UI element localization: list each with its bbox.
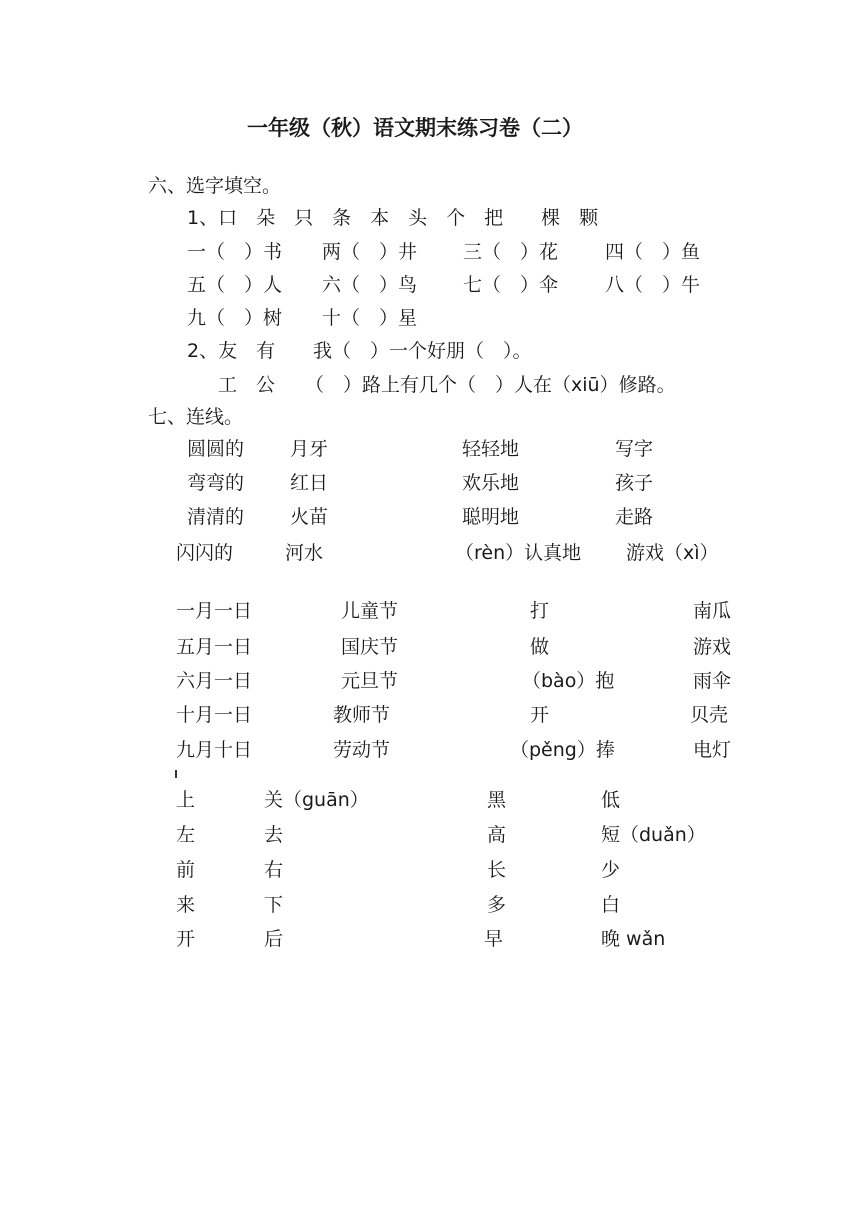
match-item: 红日 <box>290 472 329 494</box>
match-item: 做 <box>530 636 550 658</box>
q1-item: 一（ ）书 <box>187 241 283 263</box>
match-item: 南瓜 <box>693 600 732 622</box>
match-item: 贝壳 <box>690 704 729 726</box>
q1-item: 八（ ）牛 <box>605 274 701 296</box>
q1-item: 九（ ）树 <box>187 307 283 329</box>
match-item: （rèn）认真地 <box>455 542 582 564</box>
match-item: 少 <box>601 859 621 881</box>
match-item: 晚 wǎn <box>601 928 666 950</box>
stray-mark <box>175 770 177 778</box>
match-item: 一月一日 <box>176 600 253 622</box>
match-item: 多 <box>487 894 507 916</box>
match-item: 国庆节 <box>341 636 399 658</box>
match-item: 去 <box>264 824 284 846</box>
q1-item: 两（ ）井 <box>322 241 418 263</box>
match-item: 清清的 <box>187 506 245 528</box>
match-item: 右 <box>264 859 284 881</box>
q1-item: 四（ ）鱼 <box>605 241 701 263</box>
match-item: 走路 <box>615 506 654 528</box>
match-item: 五月一日 <box>176 636 253 658</box>
match-item: 打 <box>530 600 550 622</box>
match-item: 月牙 <box>290 438 329 460</box>
match-item: 高 <box>487 824 507 846</box>
match-item: 上 <box>176 789 196 811</box>
match-item: 弯弯的 <box>187 472 245 494</box>
match-item: 雨伞 <box>693 670 732 692</box>
match-item: 闪闪的 <box>176 542 234 564</box>
match-item: 游戏（xì） <box>626 542 719 564</box>
section-7-heading: 七、连线。 <box>148 406 244 428</box>
match-item: 欢乐地 <box>462 472 520 494</box>
q2-chars-2: 工 公 <box>218 374 276 396</box>
match-item: 十月一日 <box>176 704 253 726</box>
match-item: 写字 <box>615 438 654 460</box>
match-item: 劳动节 <box>333 739 391 761</box>
match-item: 后 <box>264 928 284 950</box>
match-item: 九月十日 <box>176 739 253 761</box>
match-item: 河水 <box>285 542 324 564</box>
q1-item: 五（ ）人 <box>187 274 283 296</box>
q1-item: 六（ ）鸟 <box>322 274 418 296</box>
match-item: 前 <box>176 859 196 881</box>
match-item: 聪明地 <box>462 506 520 528</box>
q1-item: 七（ ）伞 <box>463 274 559 296</box>
match-item: 关（guān） <box>264 789 369 811</box>
match-item: 开 <box>530 704 550 726</box>
match-item: （bào）抱 <box>522 670 615 692</box>
match-item: 下 <box>264 894 284 916</box>
match-item: 短（duǎn） <box>601 824 706 846</box>
match-item: 黑 <box>487 789 507 811</box>
q2-sentence-2: （ ）路上有几个（ ）人在（xiū）修路。 <box>305 374 676 396</box>
match-item: （pěng）捧 <box>510 739 615 761</box>
match-item: 火苗 <box>290 506 329 528</box>
q1-word-bank: 1、口 朵 只 条 本 头 个 把 棵 颗 <box>187 207 599 229</box>
match-item: 儿童节 <box>341 600 399 622</box>
match-item: 来 <box>176 894 196 916</box>
match-item: 左 <box>176 824 196 846</box>
match-item: 教师节 <box>333 704 391 726</box>
match-item: 白 <box>601 894 621 916</box>
match-item: 早 <box>484 928 504 950</box>
match-item: 六月一日 <box>176 670 253 692</box>
match-item: 圆圆的 <box>187 438 245 460</box>
match-item: 开 <box>176 928 196 950</box>
q2-chars-1: 2、友 有 <box>187 340 276 362</box>
page-title: 一年级（秋）语文期末练习卷（二） <box>247 115 583 140</box>
q2-sentence-1: 我（ ）一个好朋（ ）。 <box>313 340 532 362</box>
match-item: 孩子 <box>615 472 654 494</box>
match-item: 游戏 <box>693 636 732 658</box>
match-item: 元旦节 <box>341 670 399 692</box>
q1-item: 三（ ）花 <box>463 241 559 263</box>
match-item: 轻轻地 <box>462 438 520 460</box>
match-item: 低 <box>601 789 621 811</box>
q1-item: 十（ ）星 <box>322 307 418 329</box>
section-6-heading: 六、选字填空。 <box>148 175 282 197</box>
match-item: 电灯 <box>693 739 732 761</box>
match-item: 长 <box>487 859 507 881</box>
